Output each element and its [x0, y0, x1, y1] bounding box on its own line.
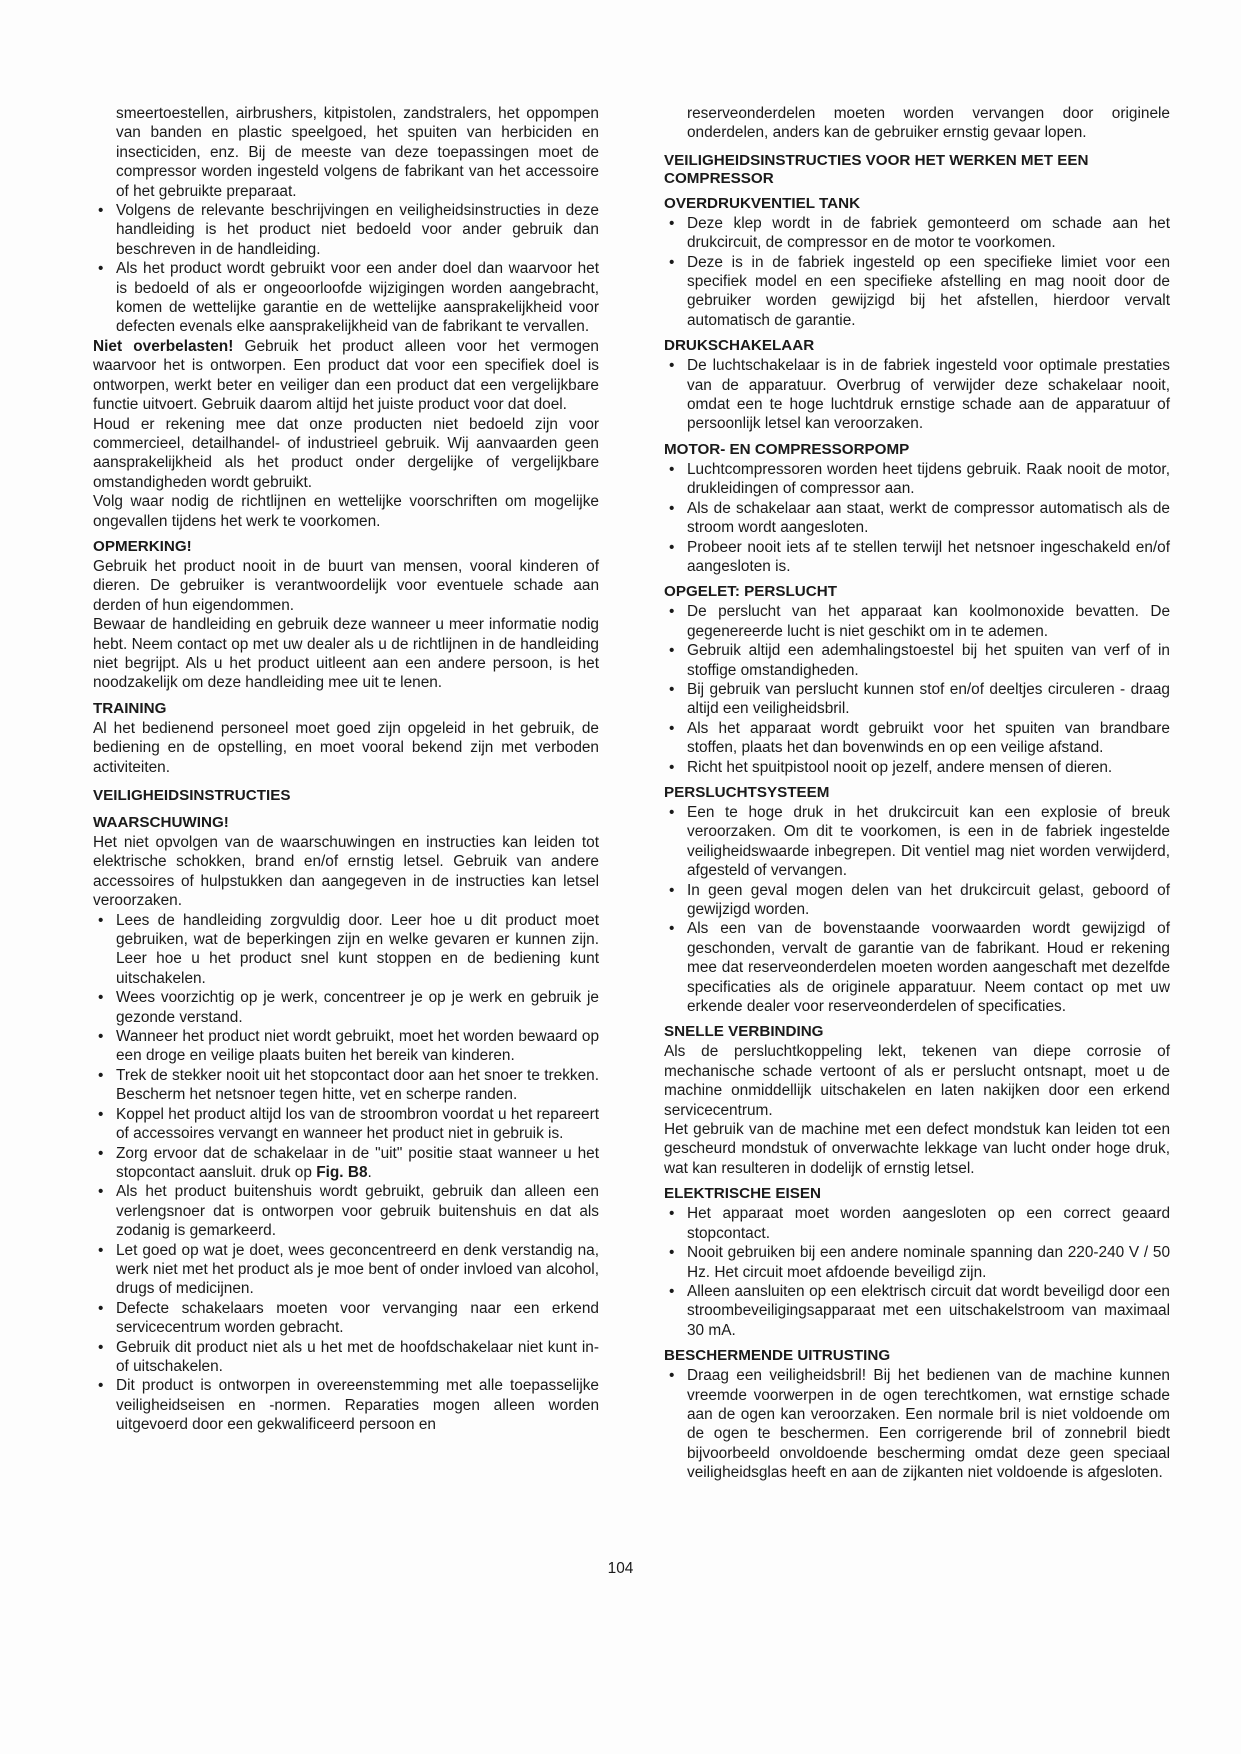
list-item: • Volgens de relevante beschrijvingen en veiligheidsinstructies in deze handleiding is het product niet bedoeld voor ander gebruik dan beschreven in de handleiding. [93, 201, 599, 259]
protective-equipment-heading: BESCHERMENDE UITRUSTING [664, 1347, 891, 1365]
list-item: • Deze klep wordt in de fabriek gemonteerd om schade aan het drukcircuit, de compressor en de motor te voorkomen. [664, 214, 1170, 253]
intro-bullet-list [93, 201, 599, 337]
electrical-bullet-list [664, 1204, 1170, 1340]
overload-paragraph [93, 337, 599, 415]
electrical-heading: ELEKTRISCHE EISEN [664, 1185, 821, 1203]
list-item: • Het apparaat moet worden aangesloten op een correct geaard stopcontact. [664, 1204, 1170, 1243]
spare-parts-continuation: reserveonderdelen moeten worden vervangen door originele onderdelen, anders kan de gebruiker ernstig gevaar lopen. [687, 105, 1170, 142]
list-item: • De perslucht van het apparaat kan koolmonoxide bevatten. De gegenereerde lucht is niet geschikt om in te ademen. [664, 602, 1170, 641]
list-item: • Deze is in de fabriek ingesteld op een specifieke limiet voor een specifiek model en een specifieke afstelling en mag nooit door de gebruiker worden gewijzigd bij het afstellen, hierdoor vervalt automatisch de garantie. [664, 253, 1170, 331]
figure-reference: Fig. B8 [316, 1163, 368, 1181]
list-item: • Alleen aansluiten op een elektrisch circuit dat wordt beveiligd door een stroombeveiligingsapparaat met een uitschakelstroom van maximaal 30 mA. [664, 1282, 1170, 1340]
warning-bullet-list [93, 911, 599, 1435]
list-item: • Draag een veiligheidsbril! Bij het bedienen van de machine kunnen vreemde voorwerpen in de ogen terechtkomen, wat ernstige schade aan de ogen kan veroorzaken. Een normale bril is niet voldoende om de ogen te beschermen. Een corrigerende bril of zonnebril biedt bijvoorbeeld onvoldoende bescherming omdat deze geen speciaal veiligheidsglas heeft en aan de zijkanten niet voldoende is afgesloten. [664, 1366, 1170, 1482]
list-item: • Wees voorzichtig op je werk, concentreer je op je werk en gebruik je gezonde verstand. [93, 988, 599, 1027]
compressor-safety-heading: VEILIGHEIDSINSTRUCTIES VOOR HET WERKEN MET EEN COMPRESSOR [664, 151, 1089, 187]
list-item: • Richt het spuitpistool nooit op jezelf, andere mensen of dieren. [664, 758, 1170, 777]
rules-paragraph: Volg waar nodig de richtlijnen en wettelijke voorschriften om mogelijke ongevallen tijdens het werk te voorkomen. [93, 493, 599, 530]
overload-text: Gebruik het product alleen voor het vermogen waarvoor het is ontworpen. Een product dat voor een specifiek doel is ontworpen, werkt beter en veiliger dan een product dat een vergelijkbare functie uitvoert. Gebruik daarom altijd het juiste product voor dat doel. [93, 337, 599, 414]
list-item [93, 1144, 599, 1183]
page-number: 104 [607, 1560, 634, 1577]
pressure-switch-bullet-list [664, 356, 1170, 434]
list-item: • De luchtschakelaar is in de fabriek ingesteld voor optimale prestaties van de apparatuur. Overbrug of verwijder deze schakelaar nooit, omdat een te hoge luchtdruk ernstige schade aan de apparatuur of persoonlijk letsel kan veroorzaken. [664, 356, 1170, 434]
pressure-switch-heading: DRUKSCHAKELAAR [664, 337, 815, 355]
motor-bullet-list [664, 460, 1170, 576]
note-paragraph: Gebruik het product nooit in de buurt van mensen, vooral kinderen of dieren. De gebruiker is verantwoordelijk voor eventuele schade aan derden of hun eigendommen. [93, 557, 599, 614]
valve-heading: OVERDRUKVENTIEL TANK [664, 194, 861, 212]
list-item: • Wanneer het product niet wordt gebruikt, moet het worden bewaard op een droge en veilige plaats buiten het bereik van kinderen. [93, 1027, 599, 1066]
list-item: • Dit product is ontworpen in overeenstemming met alle toepasselijke veiligheidseisen en -normen. Reparaties mogen alleen worden uitgevoerd door een gekwalificeerd persoon en [93, 1376, 599, 1434]
training-heading: TRAINING [93, 699, 167, 717]
list-item: • Koppel het product altijd los van de stroombron voordat u het repareert of accessoires vervangt en wanneer het product niet in gebruik is. [93, 1105, 599, 1144]
switch-end: . [367, 1163, 372, 1181]
left-column [93, 104, 599, 1435]
commercial-paragraph: Houd er rekening mee dat onze producten niet bedoeld zijn voor commercieel, detailhandel- of industrieel gebruik. Wij aanvaarden geen aansprakelijkheid als het product onder dergelijke of vergelijkbare omstandigheden wordt gebruikt. [93, 415, 599, 491]
warning-paragraph: Het niet opvolgen van de waarschuwingen en instructies kan leiden tot elektrische schokken, brand en/of ernstig letsel. Gebruik van andere accessoires of hulpstukken dan aangegeven in de instructies kan letsel veroorzaken. [93, 834, 599, 910]
list-item: • Als een van de bovenstaande voorwaarden wordt gewijzigd of geschonden, vervalt de garantie van de fabrikant. Houd er rekening mee dat reserveonderdelen moeten worden aangeschaft met dezelfde specificaties als de originele apparatuur. Neem contact op met uw erkende dealer voor reserveonderdelen of specificaties. [664, 919, 1170, 1016]
list-item: • Gebruik altijd een ademhalingstoestel bij het spuiten van verf of in stoffige omstandigheden. [664, 641, 1170, 680]
list-item: • Let goed op wat je doet, wees geconcentreerd en denk verstandig na, werk niet met het product als je moe bent of onder invloed van alcohol, drugs of medicijnen. [93, 1241, 599, 1299]
protective-equipment-bullet-list [664, 1366, 1170, 1482]
list-item: • Trek de stekker nooit uit het stopcontact door aan het snoer te trekken. Bescherm het netsnoer tegen hitte, vet en scherpe randen. [93, 1066, 599, 1105]
motor-heading: MOTOR- EN COMPRESSORPOMP [664, 440, 910, 458]
compressed-air-heading: OPGELET: PERSLUCHT [664, 583, 837, 601]
quick-connect-heading: SNELLE VERBINDING [664, 1023, 824, 1041]
overload-lead: Niet overbelasten! [93, 337, 234, 355]
list-item: • In geen geval mogen delen van het drukcircuit gelast, geboord of gewijzigd worden. [664, 881, 1170, 920]
safety-heading: VEILIGHEIDSINSTRUCTIES [93, 787, 291, 804]
quick-connect-paragraph: Als de persluchtkoppeling lekt, tekenen van diepe corrosie of mechanische schade vertoont of als er perslucht ontsnapt, moet u de machine onmiddellijk uitschakelen en laten nakijken door een erkend servicecentrum. [664, 1043, 1170, 1119]
intro-continuation: smeertoestellen, airbrushers, kitpistolen, zandstralers, het oppompen van banden en plastic speelgoed, het spuiten van herbiciden en insecticiden, enz. Bij de meeste van deze toepassingen moet de compressor worden ingesteld volgens de fabrikant van het accessoire of het gebruikte preparaat. [116, 105, 599, 200]
nozzle-paragraph: Het gebruik van de machine met een defect mondstuk kan leiden tot een gescheurd mondstuk of onverwachte lekkage van lucht onder hoge druk, wat kan resulteren in dodelijk of ernstig letsel. [664, 1121, 1170, 1177]
right-column [664, 104, 1170, 1483]
list-item: • Luchtcompressoren worden heet tijdens gebruik. Raak nooit de motor, drukleidingen of compressor aan. [664, 460, 1170, 499]
list-item: • Als het product buitenshuis wordt gebruikt, gebruik dan alleen een verlengsnoer dat is ontworpen voor gebruik buitenshuis en dat als zodanig is gemarkeerd. [93, 1182, 599, 1240]
warning-heading: WAARSCHUWING! [93, 814, 229, 831]
list-item: • Gebruik dit product niet als u het met de hoofdschakelaar niet kunt in- of uitschakelen. [93, 1338, 599, 1377]
list-item: • Lees de handleiding zorgvuldig door. Leer hoe u dit product moet gebruiken, wat de beperkingen zijn en welke gevaren er kunnen zijn. Leer hoe u het product snel kunt stoppen en de bediening kunt uitschakelen. [93, 911, 599, 989]
switch-text: Zorg ervoor dat de schakelaar in de "uit" positie staat wanneer u het stopcontact aansluit. druk op [116, 1144, 599, 1181]
list-item: • Bij gebruik van perslucht kunnen stof en/of deeltjes circuleren - draag altijd een veiligheidsbril. [664, 680, 1170, 719]
air-system-heading: PERSLUCHTSYSTEEM [664, 783, 830, 801]
compressed-air-bullet-list [664, 602, 1170, 777]
list-item: • Als de schakelaar aan staat, werkt de compressor automatisch als de stroom wordt aangesloten. [664, 499, 1170, 538]
list-item: • Nooit gebruiken bij een andere nominale spanning dan 220-240 V / 50 Hz. Het circuit moet afdoende beveiligd zijn. [664, 1243, 1170, 1282]
air-system-bullet-list [664, 803, 1170, 1016]
list-item: • Als het product wordt gebruikt voor een ander doel dan waarvoor het is bedoeld of als er ongeoorloofde wijzigingen worden aangebracht, komen de wettelijke garantie en de wettelijke aansprakelijkheid voor defecten evenals elke aansprakelijkheid van de fabrikant te vervallen. [93, 259, 599, 337]
valve-bullet-list [664, 214, 1170, 330]
list-item: • Defecte schakelaars moeten voor vervanging naar een erkend servicecentrum worden gebracht. [93, 1299, 599, 1338]
list-item: • Een te hoge druk in het drukcircuit kan een explosie of breuk veroorzaken. Om dit te voorkomen, is een in de fabriek ingestelde veiligheidswaarde inbegrepen. Dit ventiel mag niet worden verwijderd, afgesteld of vervangen. [664, 803, 1170, 881]
manual-paragraph: Bewaar de handleiding en gebruik deze wanneer u meer informatie nodig hebt. Neem contact op met uw dealer als u de richtlijnen in de handleiding niet begrijpt. Als u het product uitleent aan een andere persoon, is het noodzakelijk om deze handleiding mee uit te lenen. [93, 616, 599, 692]
training-paragraph: Al het bedienend personeel moet goed zijn opgeleid in het gebruik, de bediening en de opstelling, en moet vooral bekend zijn met verboden activiteiten. [93, 719, 599, 776]
list-item: • Probeer nooit iets af te stellen terwijl het netsnoer ingeschakeld en/of aangesloten is. [664, 538, 1170, 577]
list-item: • Als het apparaat wordt gebruikt voor het spuiten van brandbare stoffen, plaats het dan bovenwinds en op een veilige afstand. [664, 719, 1170, 758]
note-heading: OPMERKING! [93, 537, 192, 555]
